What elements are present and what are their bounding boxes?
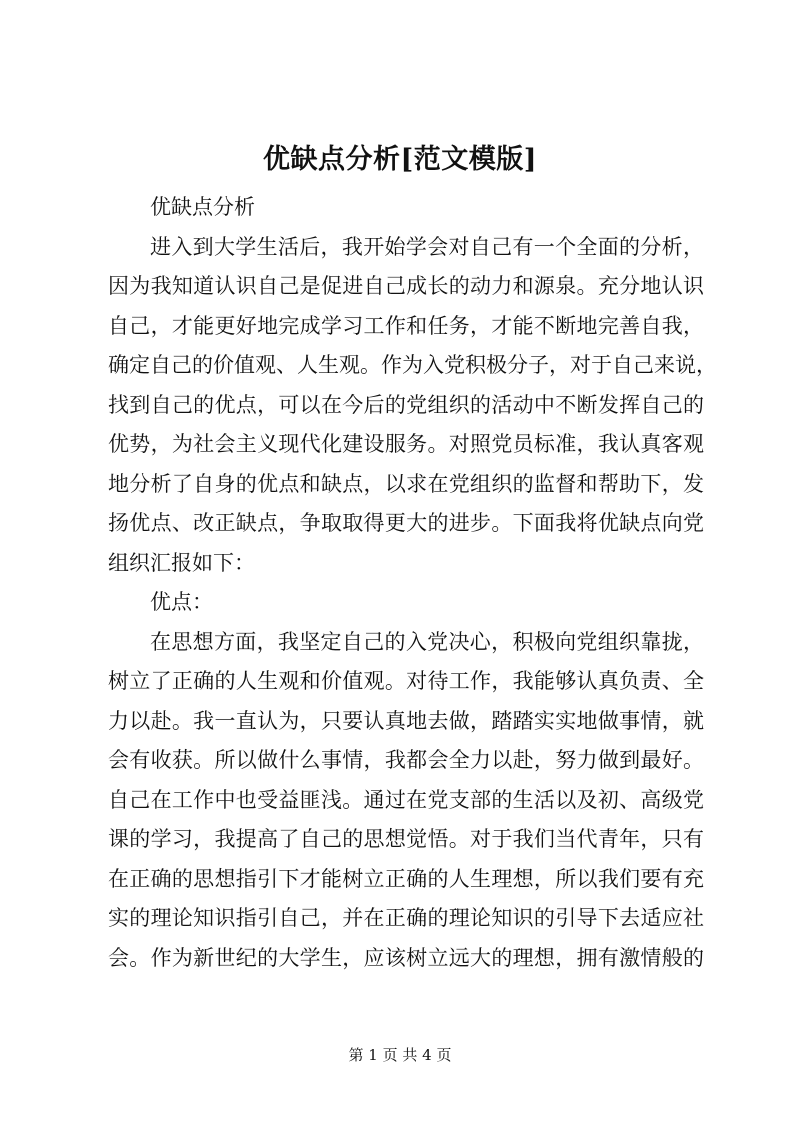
body-line: 自己，才能更好地完成学习工作和任务，才能不断地完善自我， [108,313,704,338]
body-line: 确定自己的价值观、人生观。作为入党积极分子，对于自己来说， [108,353,717,377]
body-line: 找到自己的优点，可以在今后的党组织的活动中不断发挥自己的 [108,392,704,417]
body-line: 扬优点、改正缺点，争取取得更大的进步。下面我将优缺点向党 [108,511,704,535]
body-line: 自己在工作中也受益匪浅。通过在党支部的生活以及初、高级党 [108,787,704,812]
body-line: 在思想方面，我坚定自己的入党决心，积极向党组织靠拢， [150,629,704,654]
body-line: 会。作为新世纪的大学生，应该树立远大的理想，拥有激情般的 [108,945,704,970]
body-line: 在正确的思想指引下才能树立正确的人生理想，所以我们要有充 [108,866,704,891]
body-line: 地分析了自身的优点和缺点，以求在党组织的监督和帮助下，发 [108,471,704,496]
body-line: 实的理论知识指引自己，并在正确的理论知识的引导下去适应社 [108,906,704,930]
document-body [108,188,717,978]
body-line: 因为我知道认识自己是促进自己成长的动力和源泉。充分地认识 [108,274,704,298]
body-line: 树立了正确的人生观和价值观。对待工作，我能够认真负责、全 [108,669,704,693]
body-line: 会有收获。所以做什么事情，我都会全力以赴，努力做到最好。 [108,748,704,772]
body-line: 优缺点分析 [150,195,255,219]
body-line: 课的学习，我提高了自己的思想觉悟。对于我们当代青年，只有 [108,827,704,851]
document-title: 优缺点分析[范文模版] [262,144,538,175]
body-line: 力以赴。我一直认为，只要认真地去做，踏踏实实地做事情，就 [108,708,704,733]
page-footer: 第 1 页 共 4 页 [348,1046,452,1064]
body-line: 进入到大学生活后，我开始学会对自己有一个全面的分析， [150,234,704,259]
body-line: 优势，为社会主义现代化建设服务。对照党员标准，我认真客观 [108,432,704,456]
body-line: 优点： [150,590,213,614]
body-line: 组织汇报如下： [108,550,255,575]
